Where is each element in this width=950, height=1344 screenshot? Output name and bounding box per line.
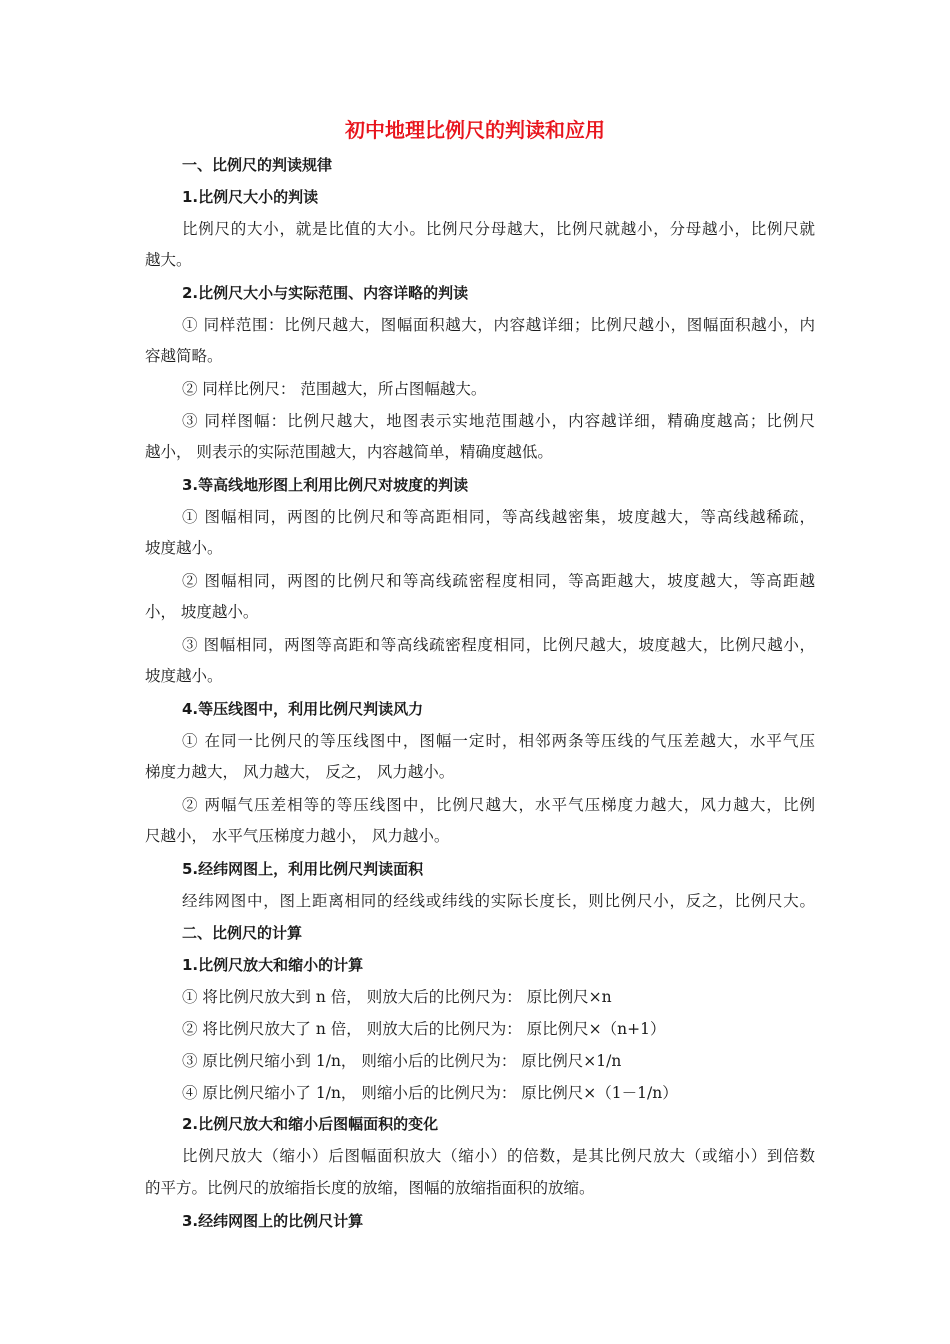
- paragraph-line: 容越简略。: [145, 347, 223, 365]
- subheading-1-5: 5.经纬网图上，利用比例尺判读面积: [182, 860, 424, 878]
- paragraph-line: ③ 原比例尺缩小到 1/n， 则缩小后的比例尺为： 原比例尺×1/n: [182, 1052, 622, 1070]
- section-heading-1: 一、比例尺的判读规律: [182, 156, 333, 174]
- paragraph-line: ② 图幅相同，两图的比例尺和等高线疏密程度相同，等高距越大，坡度越大，等高距越: [182, 572, 815, 590]
- subheading-2-3: 3.经纬网图上的比例尺计算: [182, 1212, 364, 1230]
- paragraph-line: ② 两幅气压差相等的等压线图中，比例尺越大，水平气压梯度力越大，风力越大，比例: [182, 796, 815, 814]
- subheading-1-3: 3.等高线地形图上利用比例尺对坡度的判读: [182, 476, 469, 494]
- paragraph-line: 经纬网图中，图上距离相同的经线或纬线的实际长度长，则比例尺小，反之，比例尺大。: [182, 892, 815, 910]
- paragraph-line: 比例尺的大小，就是比值的大小。比例尺分母越大，比例尺就越小，分母越小，比例尺就: [182, 220, 815, 238]
- paragraph-line: ① 在同一比例尺的等压线图中，图幅一定时，相邻两条等压线的气压差越大，水平气压: [182, 732, 815, 750]
- paragraph-line: ② 将比例尺放大了 n 倍， 则放大后的比例尺为： 原比例尺×（n+1）: [182, 1020, 666, 1038]
- paragraph-line: ② 同样比例尺： 范围越大，所占图幅越大。: [182, 380, 487, 398]
- paragraph-line: ③ 同样图幅：比例尺越大，地图表示实地范围越小，内容越详细，精确度越高；比例尺: [182, 412, 815, 430]
- section-heading-2: 二、比例尺的计算: [182, 924, 303, 942]
- paragraph-line: 小， 坡度越小。: [145, 603, 259, 621]
- paragraph-line: ④ 原比例尺缩小了 1/n， 则缩小后的比例尺为： 原比例尺×（1－1/n）: [182, 1084, 678, 1102]
- paragraph-line: ① 图幅相同，两图的比例尺和等高距相同，等高线越密集，坡度越大，等高线越稀疏，: [182, 508, 815, 526]
- paragraph-line: 坡度越小。: [145, 539, 223, 557]
- paragraph-line: 梯度力越大， 风力越大， 反之， 风力越小。: [145, 763, 455, 781]
- paragraph-line: 越大。: [145, 251, 192, 269]
- paragraph-line: ① 将比例尺放大到 n 倍， 则放大后的比例尺为： 原比例尺×n: [182, 988, 612, 1006]
- document-title: 初中地理比例尺的判读和应用: [345, 118, 605, 142]
- subheading-1-4: 4.等压线图中，利用比例尺判读风力: [182, 700, 424, 718]
- paragraph-line: 坡度越小。: [145, 667, 223, 685]
- paragraph-line: ① 同样范围：比例尺越大，图幅面积越大，内容越详细；比例尺越小，图幅面积越小，内: [182, 316, 815, 334]
- subheading-2-2: 2.比例尺放大和缩小后图幅面积的变化: [182, 1115, 439, 1133]
- paragraph-line: 尺越小， 水平气压梯度力越小， 风力越小。: [145, 827, 450, 845]
- subheading-1-2: 2.比例尺大小与实际范围、内容详略的判读: [182, 284, 469, 302]
- paragraph-line: 的平方。比例尺的放缩指长度的放缩，图幅的放缩指面积的放缩。: [145, 1179, 595, 1197]
- paragraph-line: ③ 图幅相同，两图等高距和等高线疏密程度相同，比例尺越大，坡度越大，比例尺越小，: [182, 636, 815, 654]
- subheading-1-1: 1.比例尺大小的判读: [182, 188, 319, 206]
- subheading-2-1: 1.比例尺放大和缩小的计算: [182, 956, 364, 974]
- paragraph-line: 比例尺放大（缩小）后图幅面积放大（缩小）的倍数，是其比例尺放大（或缩小）到倍数: [182, 1147, 815, 1165]
- paragraph-line: 越小， 则表示的实际范围越大，内容越简单，精确度越低。: [145, 443, 553, 461]
